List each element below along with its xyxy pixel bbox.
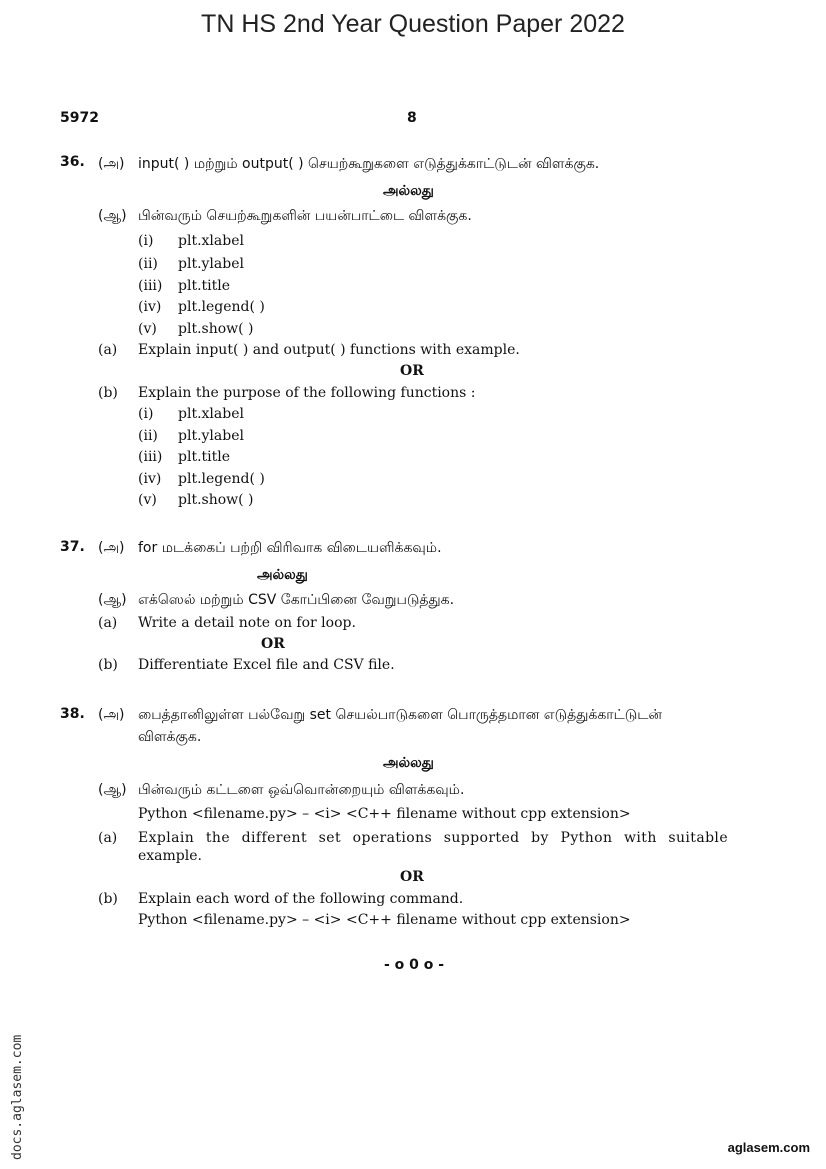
- q37-ta-a-label: (அ): [98, 540, 125, 556]
- question-number-36: 36.: [60, 154, 85, 170]
- q36-ta-or: அல்லது: [383, 183, 434, 199]
- q36-en-item-fn: plt.title: [178, 449, 231, 465]
- document-title: TN HS 2nd Year Question Paper 2022: [201, 10, 625, 38]
- q36-en-item-fn: plt.show( ): [178, 492, 254, 508]
- q38-ta-b-text: பின்வரும் கட்டளை ஒவ்வொன்றையும் விளக்கவும்.: [138, 782, 465, 798]
- q38-ta-a-text-1: பைத்தானிலுள்ள பல்வேறு set செயல்பாடுகளை பொருத்தமான எடுத்துக்காட்டுடன்: [138, 707, 662, 723]
- q36-ta-item-roman: (v): [138, 321, 157, 337]
- q36-en-b-label: (b): [98, 385, 118, 401]
- q37-en-b-text: Differentiate Excel file and CSV file.: [138, 657, 395, 673]
- q37-en-or: OR: [261, 636, 285, 652]
- question-number-37: 37.: [60, 539, 85, 555]
- q36-en-or: OR: [400, 363, 424, 379]
- q38-ta-b-label: (ஆ): [98, 782, 127, 798]
- q36-en-a-text: Explain input( ) and output( ) functions with example.: [138, 342, 520, 358]
- q38-ta-b-command: Python <filename.py> – <i> <C++ filename without cpp extension>: [138, 806, 631, 822]
- paper-code: 5972: [60, 110, 99, 126]
- q37-ta-b-label: (ஆ): [98, 592, 127, 608]
- q37-ta-or: அல்லது: [257, 567, 308, 583]
- q36-ta-item-fn: plt.title: [178, 278, 231, 294]
- end-mark: - o 0 o -: [384, 957, 445, 973]
- q36-en-a-label: (a): [98, 342, 118, 358]
- q36-ta-a-label: (அ): [98, 156, 125, 172]
- question-number-38: 38.: [60, 706, 85, 722]
- q38-en-b-text: Explain each word of the following command.: [138, 891, 464, 907]
- q38-ta-a-text-2: விளக்குக.: [138, 729, 202, 745]
- q36-ta-b-label: (ஆ): [98, 208, 127, 224]
- q36-ta-item-roman: (iii): [138, 278, 163, 294]
- q36-ta-item-fn: plt.xlabel: [178, 233, 244, 249]
- watermark-url: docs.aglasem.com: [10, 1034, 25, 1160]
- q36-en-item-fn: plt.ylabel: [178, 428, 244, 444]
- q36-ta-item-roman: (i): [138, 233, 154, 249]
- q38-en-a-text-2: example.: [138, 848, 202, 864]
- q36-ta-item-fn: plt.legend( ): [178, 299, 265, 315]
- q37-en-b-label: (b): [98, 657, 118, 673]
- q36-en-item-fn: plt.legend( ): [178, 471, 265, 487]
- page-number: 8: [407, 110, 417, 126]
- q36-ta-item-roman: (iv): [138, 299, 162, 315]
- q38-ta-or: அல்லது: [383, 755, 434, 771]
- q36-ta-item-fn: plt.ylabel: [178, 256, 244, 272]
- q38-en-b-label: (b): [98, 891, 118, 907]
- q38-ta-a-label: (அ): [98, 707, 125, 723]
- q36-en-item-roman: (v): [138, 492, 157, 508]
- q38-en-b-command: Python <filename.py> – <i> <C++ filename without cpp extension>: [138, 912, 631, 928]
- q37-ta-b-text: எக்ஸெல் மற்றும் CSV கோப்பினை வேறுபடுத்துக.: [138, 592, 455, 608]
- q36-en-item-roman: (iv): [138, 471, 162, 487]
- q36-en-item-roman: (iii): [138, 449, 163, 465]
- q36-en-item-fn: plt.xlabel: [178, 406, 244, 422]
- q38-en-a-text-1: Explain the different set operations supported by Python with suitable: [138, 830, 728, 846]
- q36-en-b-text: Explain the purpose of the following functions :: [138, 385, 476, 401]
- q38-en-or: OR: [400, 869, 424, 885]
- brand-footer: aglasem.com: [727, 1140, 810, 1155]
- q36-en-item-roman: (i): [138, 406, 154, 422]
- q36-ta-item-fn: plt.show( ): [178, 321, 254, 337]
- q38-en-a-label: (a): [98, 830, 118, 846]
- q37-en-a-text: Write a detail note on for loop.: [138, 615, 356, 631]
- q36-ta-a-text: input( ) மற்றும் output( ) செயற்கூறுகளை எடுத்துக்காட்டுடன் விளக்குக.: [138, 156, 600, 172]
- q37-en-a-label: (a): [98, 615, 118, 631]
- q36-ta-b-text: பின்வரும் செயற்கூறுகளின் பயன்பாட்டை விளக்குக.: [138, 208, 472, 224]
- q36-en-item-roman: (ii): [138, 428, 158, 444]
- q36-ta-item-roman: (ii): [138, 256, 158, 272]
- q37-ta-a-text: for மடக்கைப் பற்றி விரிவாக விடையளிக்கவும்.: [138, 540, 442, 556]
